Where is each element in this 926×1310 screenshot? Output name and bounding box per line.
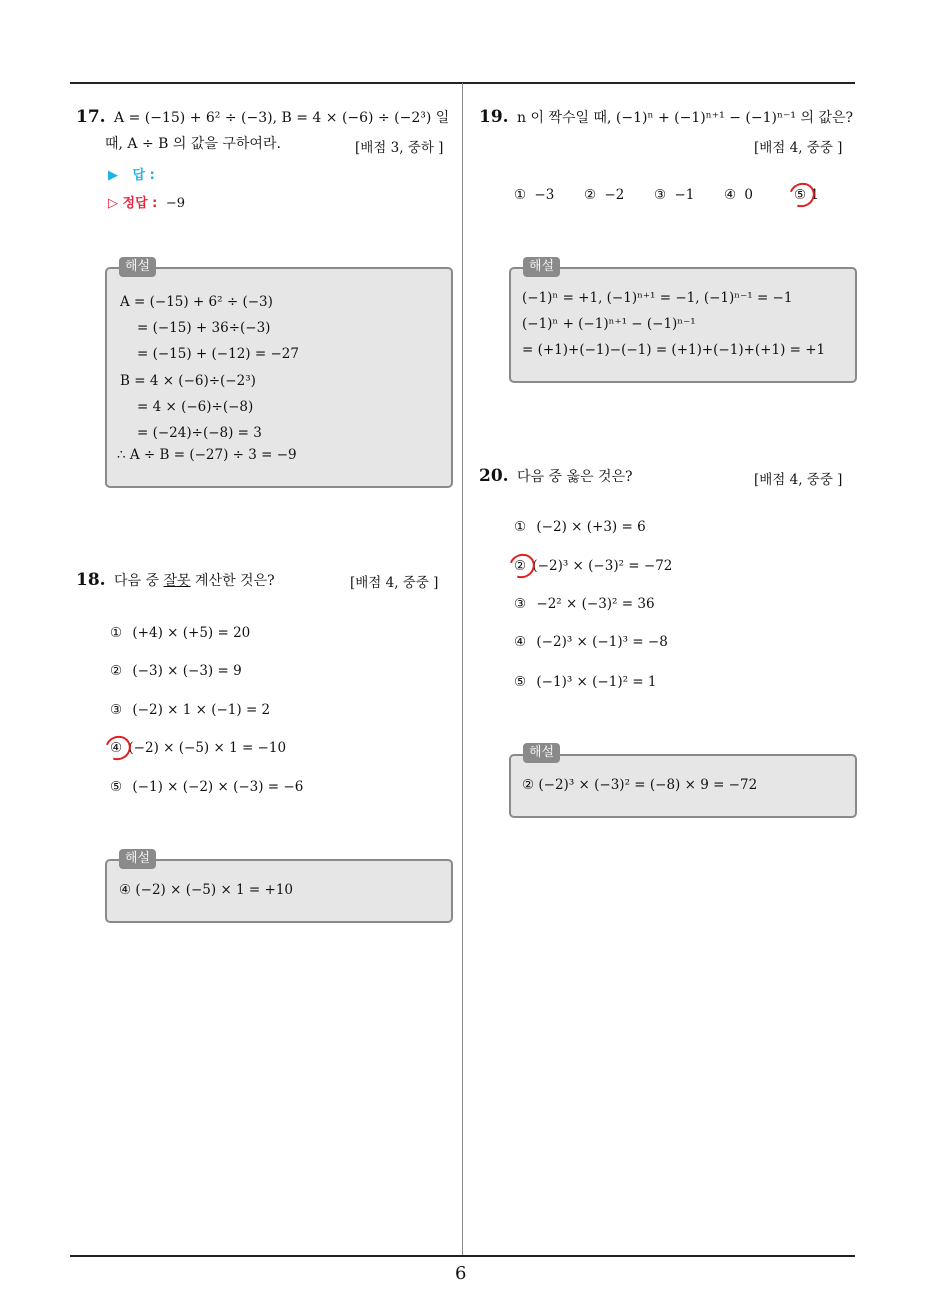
choice-mark-circled: ⑤ [794, 187, 807, 203]
choice-mark: ① [110, 625, 123, 641]
question-text-underlined: 잘못 [163, 573, 191, 589]
question-text: 다음 중 옳은 것은? [517, 469, 633, 485]
choice-4[interactable] [514, 634, 668, 650]
question-meta: [배점 4, 중중 ] [350, 575, 439, 591]
solution-line: (−1)ⁿ + (−1)ⁿ⁺¹ − (−1)ⁿ⁻¹ [522, 316, 696, 332]
choice-1[interactable] [514, 187, 554, 203]
solution-line: B = 4 × (−6)÷(−2³) [120, 373, 256, 389]
choice-text: (−1)³ × (−1)² = 1 [536, 674, 657, 690]
choice-text: 0 [744, 187, 753, 203]
choice-text: 1 [810, 187, 819, 203]
question-number: 18. [76, 570, 106, 590]
choice-mark: ⑤ [110, 779, 123, 795]
solution-line: = (−15) + (−12) = −27 [137, 346, 299, 362]
solution-line: ④ (−2) × (−5) × 1 = +10 [119, 882, 294, 898]
question-meta: [배점 4, 중중 ] [754, 140, 843, 156]
question-text-pre: 다음 중 [114, 573, 164, 589]
solution-tag: 해설 [523, 743, 560, 763]
solution-tag: 해설 [523, 257, 560, 277]
choice-3[interactable] [514, 596, 655, 612]
choice-2[interactable] [110, 663, 242, 679]
choice-5[interactable] [514, 674, 656, 690]
choice-mark: ③ [110, 702, 123, 718]
choice-mark: ③ [654, 187, 667, 203]
solution-line: = 4 × (−6)÷(−8) [137, 399, 254, 415]
choice-text: (−2) × (+3) = 6 [536, 519, 646, 535]
choice-text: (−2) × 1 × (−1) = 2 [132, 702, 271, 718]
choice-mark: ② [584, 187, 597, 203]
choice-text: −3 [534, 187, 555, 203]
choice-text: −2² × (−3)² = 36 [536, 596, 655, 612]
choice-mark: ④ [514, 634, 527, 650]
question-number: 20. [479, 466, 509, 486]
question-meta: [배점 3, 중하 ] [355, 140, 444, 156]
question-text-post: 계산한 것은? [190, 573, 275, 589]
choice-1[interactable] [514, 519, 646, 535]
choice-3[interactable] [110, 702, 270, 718]
question-number: 17. [76, 107, 106, 127]
choice-5[interactable] [110, 779, 303, 795]
choice-mark: ① [514, 519, 527, 535]
choice-mark: ⑤ [514, 674, 527, 690]
question-number: 19. [479, 107, 509, 127]
choice-mark: ③ [514, 596, 527, 612]
solution-line: ② (−2)³ × (−3)² = (−8) × 9 = −72 [522, 777, 758, 793]
choice-3[interactable] [654, 187, 694, 203]
question-text-line2: 때, A ÷ B 의 값을 구하여라. [105, 136, 281, 152]
choice-mark-circled: ④ [110, 740, 123, 756]
answer-label: 답 : [132, 168, 155, 183]
correct-answer-row [108, 192, 185, 211]
correct-label: 정답 : [122, 196, 158, 211]
outline-play-icon: ▷ [108, 196, 118, 211]
question-meta: [배점 4, 중중 ] [754, 472, 843, 488]
choice-4[interactable] [110, 740, 286, 756]
choice-mark: ② [110, 663, 123, 679]
correct-value: −9 [165, 196, 186, 211]
answer-row [108, 164, 155, 183]
choice-1[interactable] [110, 625, 250, 641]
choice-text: (+4) × (+5) = 20 [132, 625, 251, 641]
bottom-rule [70, 1255, 855, 1257]
choice-text: (−2) × (−5) × 1 = −10 [128, 740, 287, 756]
choice-text: (−1) × (−2) × (−3) = −6 [132, 779, 304, 795]
solution-line: A = (−15) + 6² ÷ (−3) [120, 294, 273, 310]
choice-text: −1 [674, 187, 695, 203]
choice-mark-circled: ② [514, 558, 527, 574]
choice-4[interactable] [724, 187, 753, 203]
solution-line: (−1)ⁿ = +1, (−1)ⁿ⁺¹ = −1, (−1)ⁿ⁻¹ = −1 [522, 290, 793, 306]
play-icon: ▶ [108, 168, 118, 183]
choice-5[interactable] [794, 187, 819, 203]
solution-tag: 해설 [119, 257, 156, 277]
solution-line: = (+1)+(−1)−(−1) = (+1)+(−1)+(+1) = +1 [522, 342, 826, 358]
choice-text: (−2)³ × (−3)² = −72 [532, 558, 673, 574]
question-text-line1: A = (−15) + 6² ÷ (−3), B = 4 × (−6) ÷ (−2³) 일 [114, 110, 450, 126]
choice-text: −2 [604, 187, 625, 203]
page-number: 6 [455, 1263, 467, 1284]
solution-line: ∴ A ÷ B = (−27) ÷ 3 = −9 [117, 447, 297, 463]
choice-text: (−3) × (−3) = 9 [132, 663, 242, 679]
solution-line: = (−24)÷(−8) = 3 [137, 425, 262, 441]
choice-2[interactable] [584, 187, 624, 203]
choice-mark: ④ [724, 187, 737, 203]
column-divider [462, 83, 463, 1256]
choice-2[interactable] [514, 558, 672, 574]
choice-mark: ① [514, 187, 527, 203]
question-text: n 이 짝수일 때, (−1)ⁿ + (−1)ⁿ⁺¹ − (−1)ⁿ⁻¹ 의 값은? [517, 110, 854, 126]
solution-tag: 해설 [119, 849, 156, 869]
choice-text: (−2)³ × (−1)³ = −8 [536, 634, 668, 650]
solution-line: = (−15) + 36÷(−3) [137, 320, 271, 336]
